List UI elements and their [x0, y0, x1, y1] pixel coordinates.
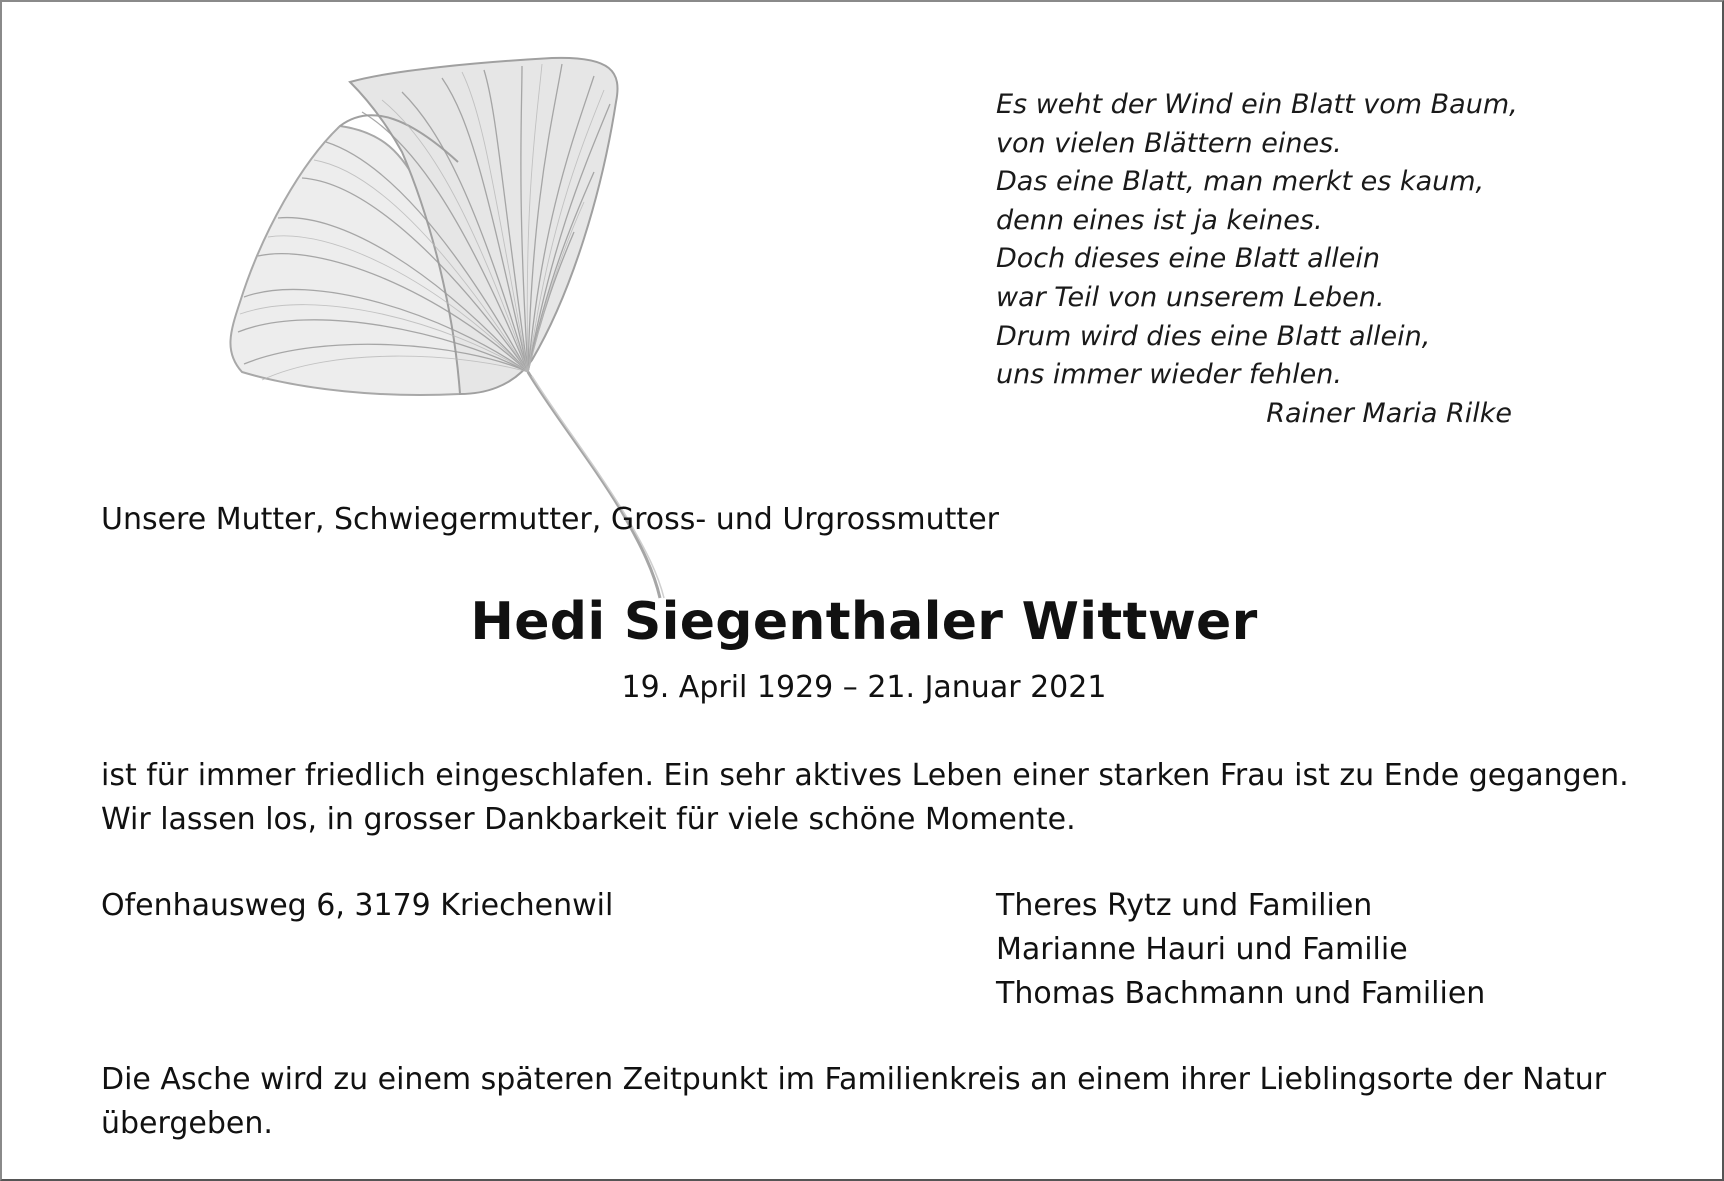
- poem-line: von vielen Blättern eines.: [996, 127, 1342, 159]
- poem-line: Drum wird dies eine Blatt allein,: [996, 320, 1431, 352]
- mourner-entry: Marianne Hauri und Familie: [996, 932, 1408, 967]
- poem-line: uns immer wieder fehlen.: [996, 359, 1342, 391]
- intro-text: Unsere Mutter, Schwiegermutter, Gross- und Urgrossmutter: [101, 502, 999, 537]
- poem: [996, 86, 1556, 433]
- poem-line: war Teil von unserem Leben.: [996, 281, 1385, 313]
- body-line: ist für immer friedlich eingeschlafen. Ein sehr aktives Leben einer starken Frau ist zu Ende gegangen.: [101, 758, 1629, 793]
- poem-line: denn eines ist ja keines.: [996, 204, 1323, 236]
- poem-line: Doch dieses eine Blatt allein: [996, 243, 1380, 275]
- poem-line: Es weht der Wind ein Blatt vom Baum,: [996, 89, 1518, 120]
- closing-note: [101, 1058, 1606, 1146]
- deceased-name: Hedi Siegenthaler Wittwer: [470, 592, 1258, 652]
- closing-line: übergeben.: [101, 1106, 273, 1141]
- mourner-entry: Theres Rytz und Familien: [996, 888, 1373, 923]
- mourner-entry: Thomas Bachmann und Familien: [996, 976, 1486, 1011]
- poem-author: Rainer Maria Rilke: [1266, 397, 1512, 429]
- life-dates: 19. April 1929 – 21. Januar 2021: [621, 670, 1107, 705]
- mourners-list: [996, 884, 1485, 1016]
- closing-line: Die Asche wird zu einem späteren Zeitpunkt im Familienkreis an einem ihrer Lieblingsorte der Natur: [101, 1062, 1607, 1097]
- notice-body: [101, 754, 1629, 842]
- body-line: Wir lassen los, in grosser Dankbarkeit für viele schöne Momente.: [101, 802, 1076, 837]
- poem-line: Das eine Blatt, man merkt es kaum,: [996, 166, 1485, 198]
- address: Ofenhausweg 6, 3179 Kriechenwil: [101, 888, 614, 923]
